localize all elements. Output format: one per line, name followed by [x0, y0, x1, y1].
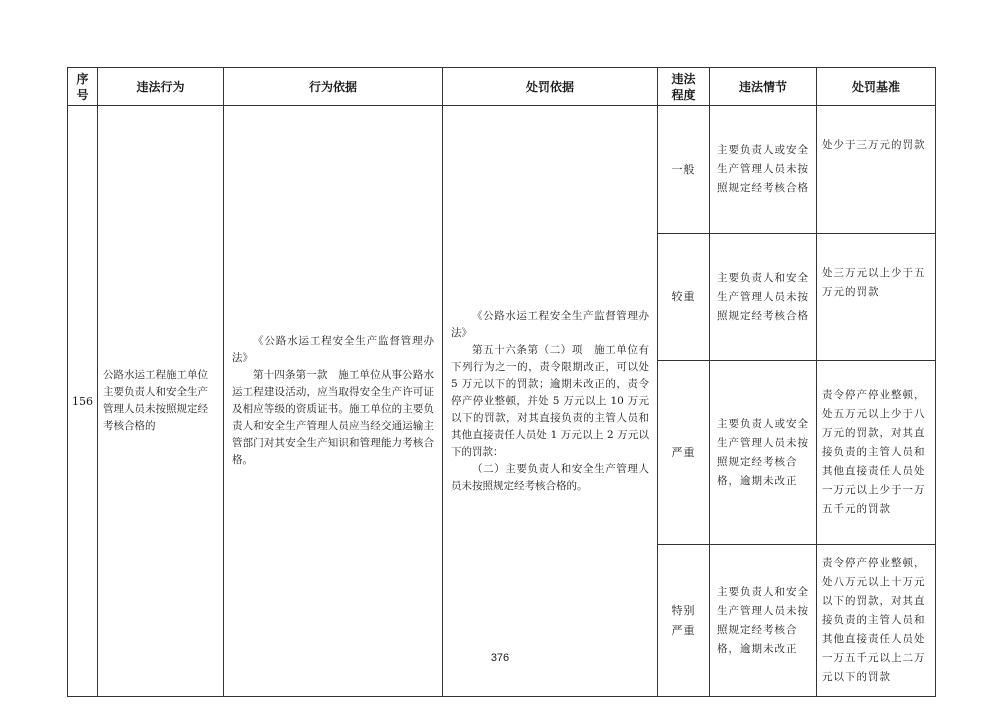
level-degree: 特别严重: [658, 545, 710, 697]
row-basis: [224, 106, 443, 697]
row-act: 公路水运工程施工单位主要负责人和安全生产管理人员未按照规定经考核合格的: [98, 106, 224, 697]
penalty-title: 《公路水运工程安全生产监督管理办法》: [451, 309, 649, 339]
basis-title: 《公路水运工程安全生产监督管理办法》: [232, 335, 434, 364]
level-circumstance: 主要负责人或安全生产管理人员未按照规定经考核合格: [710, 106, 817, 234]
row-seq: 156: [68, 106, 98, 697]
level-degree: 一般: [658, 106, 710, 234]
level-standard: 责令停产停业整顿，处五万元以上少于八万元的罚款，对其直接负责的主管人员和其他直接责任人员处一万元以上少于一万五千元的罚款: [817, 361, 936, 545]
level-circumstance: 主要负责人和安全生产管理人员未按照规定经考核合格: [710, 234, 817, 361]
penalty-standard-table: [67, 67, 936, 697]
level-degree: 严重: [658, 361, 710, 545]
level-standard: 责令停产停业整顿，处八万元以上十万元以下的罚款，对其直接负责的主管人员和其他直接责任人员处一万五千元以上二万元以下的罚款: [817, 545, 936, 697]
header-basis: 行为依据: [224, 68, 443, 106]
level-circumstance: 主要负责人或安全生产管理人员未按照规定经考核合格，逾期未改正: [710, 361, 817, 545]
header-act: 违法行为: [98, 68, 224, 106]
header-penalty-basis: 处罚依据: [443, 68, 658, 106]
table-row: [68, 106, 936, 234]
header-standard: 处罚基准: [817, 68, 936, 106]
header-circumstance: 违法情节: [710, 68, 817, 106]
header-seq: 序号: [68, 68, 98, 106]
level-standard: 处三万元以上少于五万元的罚款: [817, 234, 936, 361]
penalty-body: 第五十六条第（二）项 施工单位有下列行为之一的，责令限期改正，可以处 5 万元以下的罚款；逾期未改正的，责令停产停业整顿，并处 5 万元以上 10 万元以下的罚款，对其直接负责的主管人员和其他直接责任人员处 1 万元以上 2 万元以下的罚款：: [451, 343, 649, 458]
header-row: [68, 68, 936, 106]
row-penalty-basis: [443, 106, 658, 697]
basis-body: 第十四条第一款 施工单位从事公路水运工程建设活动，应当取得安全生产许可证及相应等级的资质证书。施工单位的主要负责人和安全生产管理人员应当经交通运输主管部门对其安全生产知识和管理能力考核合格。: [232, 369, 434, 466]
level-degree: 较重: [658, 234, 710, 361]
level-circumstance: 主要负责人和安全生产管理人员未按照规定经考核合格，逾期未改正: [710, 545, 817, 697]
page-number: 376: [490, 652, 510, 664]
header-degree: 违法程度: [658, 68, 710, 106]
penalty-item: （二）主要负责人和安全生产管理人员未按照规定经考核合格的。: [451, 462, 649, 492]
level-standard: 处少于三万元的罚款: [817, 106, 936, 234]
